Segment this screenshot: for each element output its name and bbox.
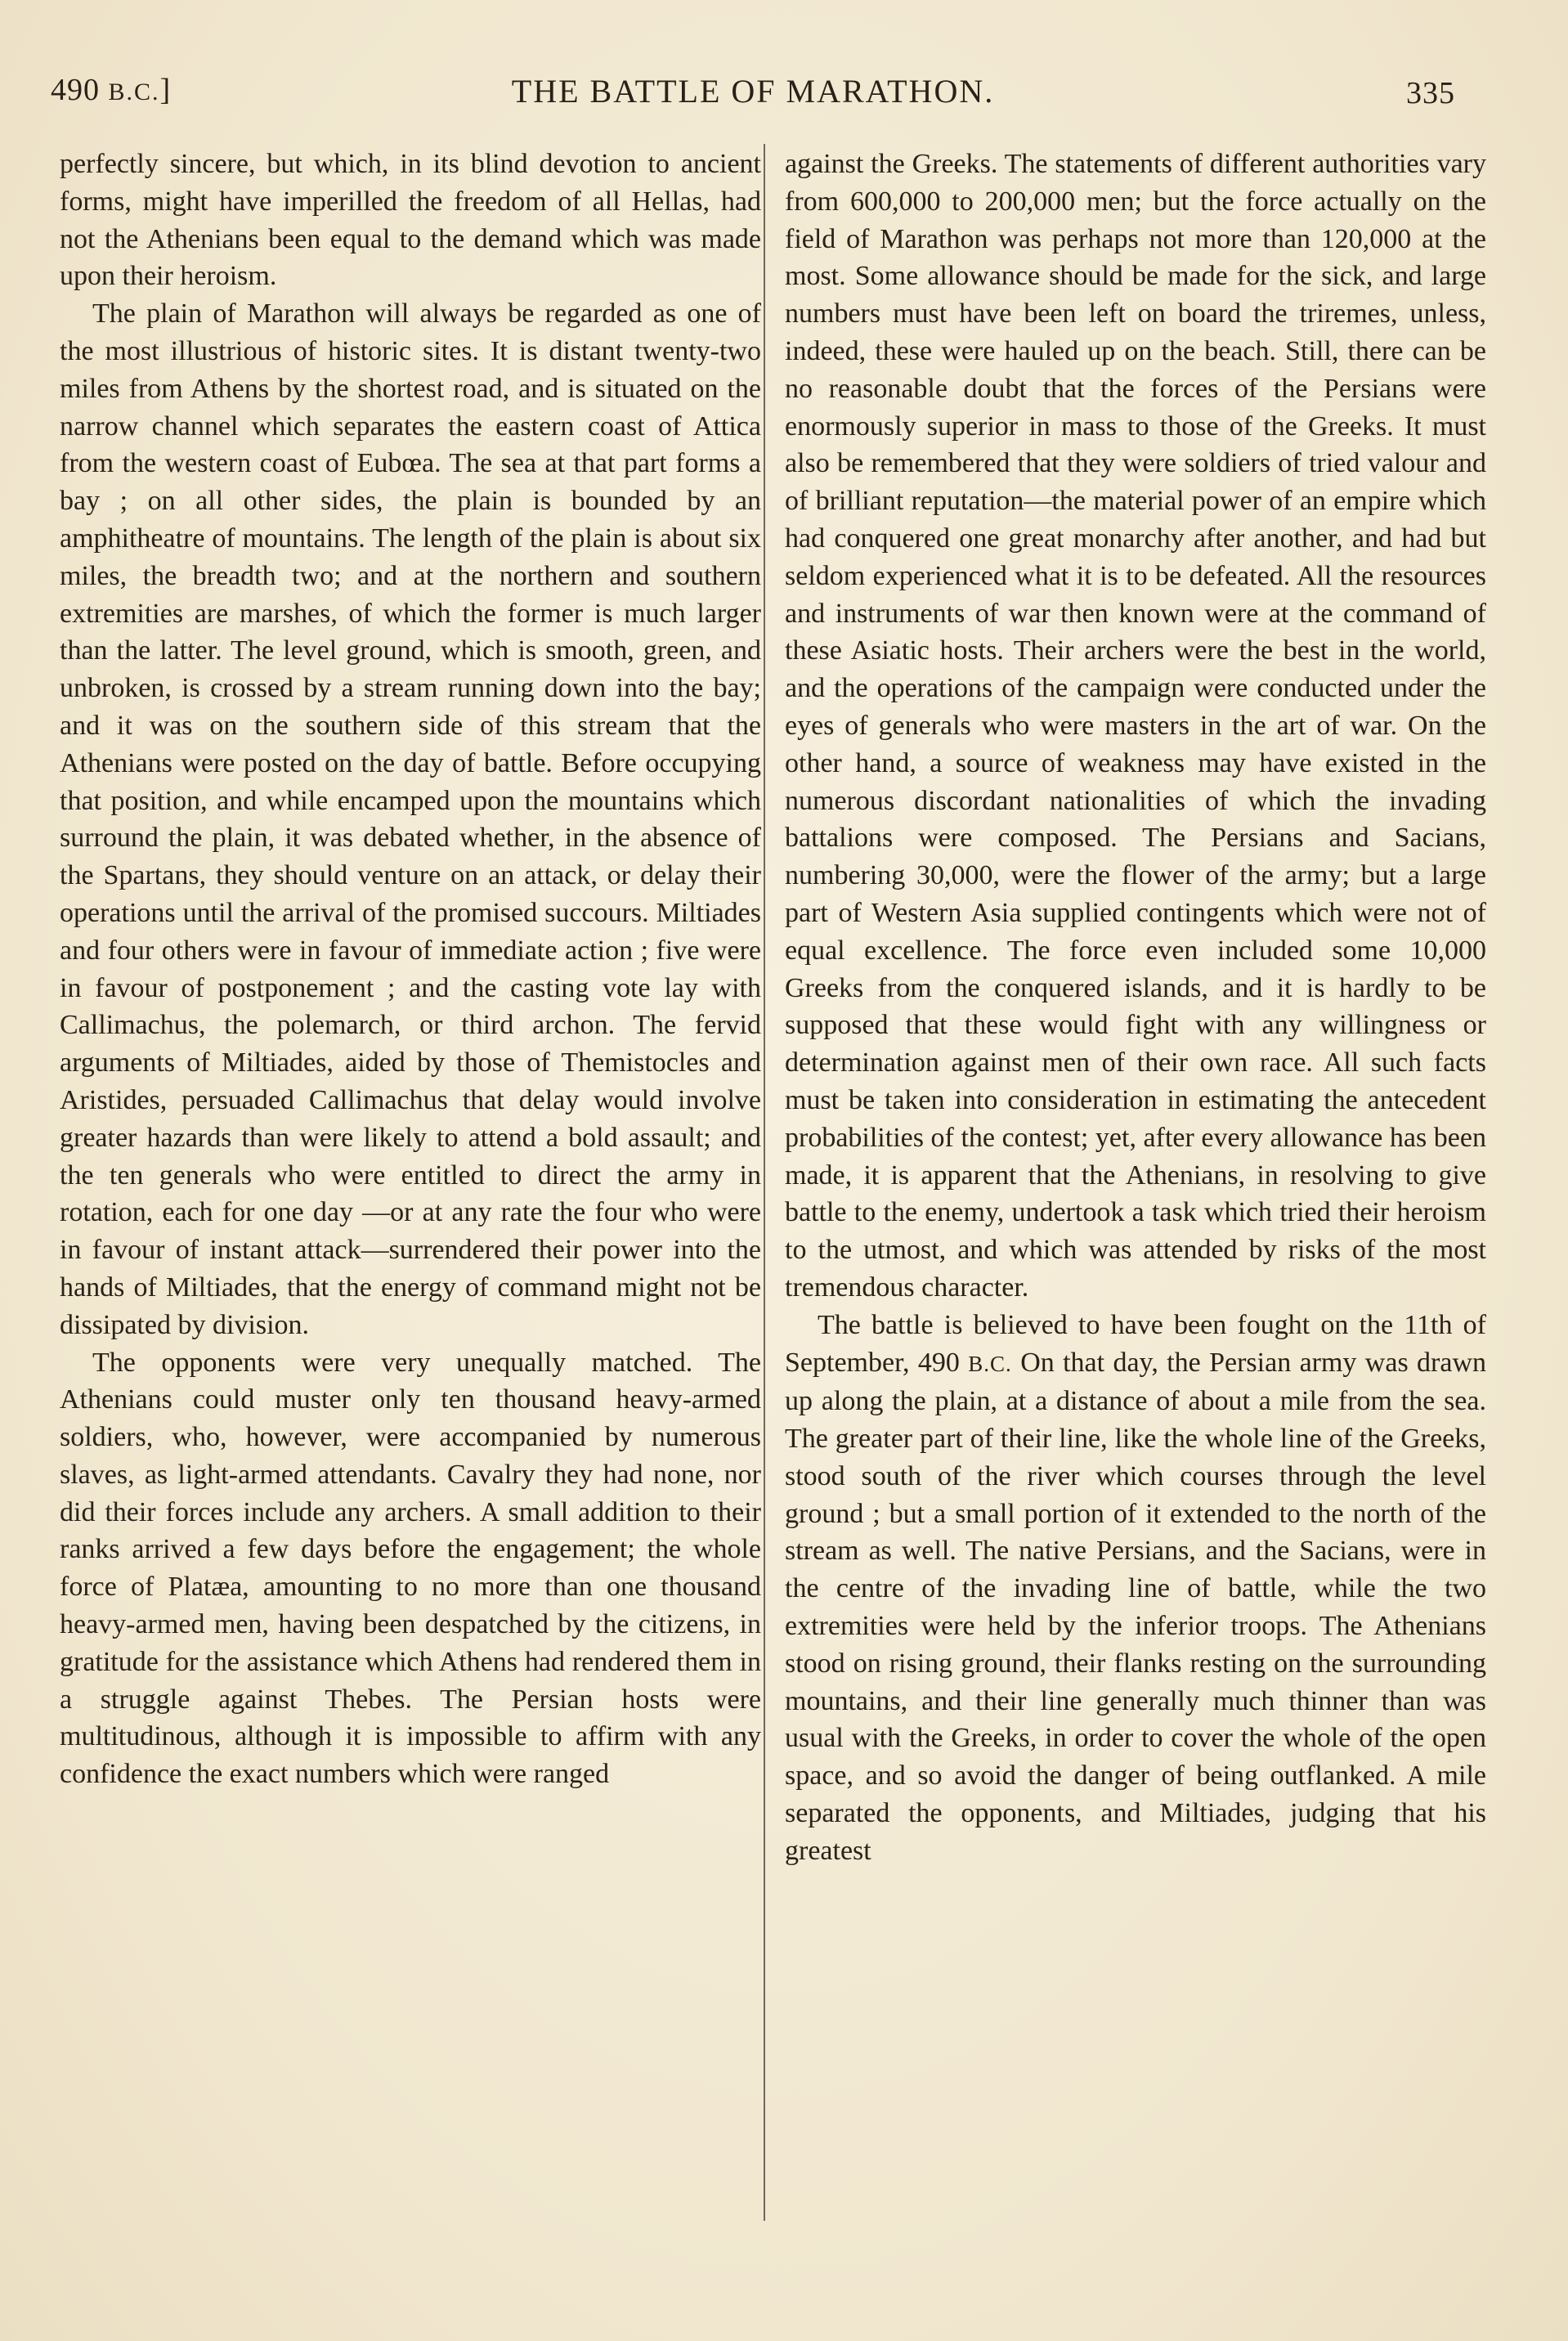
header-year: 490	[51, 73, 100, 107]
header-bracket: ]	[159, 73, 172, 107]
left-column	[60, 146, 761, 2231]
battle-date-text: The battle is believed to have been fought on the 11th of September, 490	[785, 1309, 1486, 1378]
right-column	[785, 146, 1486, 2231]
running-header	[51, 64, 1455, 113]
battle-date-era: B.C.	[968, 1351, 1012, 1376]
paragraph-persian-forces: against the Greeks. The statements of different authorities vary from 600,000 to 200,000 men; but the force actually on the field of Marathon was perhaps not more than 120,000 at the most. Some allowance should be made for the sick, and large numbers must have been left on board the triremes, unless, indeed, these were hauled up on the beach. Still, there can be no reasonable doubt that the forces of the Persians were enormously superior in mass to those of the Greeks. It must also be remembered that they were soldiers of tried valour and of brilliant reputation—the material power of an empire which had conquered one great monarchy after another, and had but seldom experienced what it is to be defeated. All the resources and instruments of war then known were at the command of these Asiatic hosts. Their archers were the best in the world, and the operations of the campaign were conducted under the eyes of generals who were masters in the art of war. On the other hand, a source of weakness may have existed in the numerous discordant nationalities of which the invading battalions were composed. The Persians and Sacians, numbering 30,000, were the flower of the army; but a large part of Western Asia supplied contingents which were not of equal excellence. The force even included some 10,000 Greeks from the conquered islands, and it is hardly to be supposed that these would fight with any willingness or determination against men of their own race. All such facts must be taken into consideration in estimating the antecedent probabilities of the contest; yet, after every allowance has been made, it is apparent that the Athenians, in resolving to give battle to the enemy, undertook a task which tried their heroism to the utmost, and which was attended by risks of the most tremendous character.	[785, 149, 1486, 1303]
battle-description: On that day, the Persian army was drawn up along the plain, at a distance of about a mile from the sea. The greater part of their line, like the whole line of the Greeks, stood south of the river which courses through the level ground ; but a small portion of it extended to the north of the stream as well. The native Persians, and the Sacians, were in the centre of the invading line of battle, while the two extremities were held by the inferior troops. The Athenians stood on rising ground, their flanks resting on the surrounding mountains, and their line generally much thinner than was usual with the Greeks, in order to cover the whole of the open space, and so avoid the danger of being outflanked. A mile separated the opponents, and Miltiades, judging that his greatest	[785, 1347, 1487, 1866]
paragraph-battle-date	[785, 1307, 1486, 1870]
paragraph-opponents: The opponents were very unequally matched. The Athenians could muster only ten thousand heavy-armed soldiers, who, however, were accompanied by numerous slaves, as light-armed attendants. Cavalry they had none, nor did their forces include any archers. A small addition to their ranks arrived a few days before the engagement; the whole force of Platæa, amounting to no more than one thousand heavy-armed men, having been despatched by the citizens, in gratitude for the assistance which Athens had rendered them in a struggle against Thebes. The Persian hosts were multitudinous, although it is impossible to affirm with any confidence the exact numbers which were ranged	[60, 1347, 761, 1790]
chapter-title: THE BATTLE OF MARATHON.	[511, 73, 995, 110]
paragraph-continued: perfectly sincere, but which, in its blind devotion to ancient forms, might have imperilled the freedom of all Hellas, had not the Athenians been equal to the demand which was made upon their heroism.	[60, 149, 761, 292]
page-number: 335	[1406, 76, 1455, 110]
column-divider	[764, 144, 765, 2221]
header-era: B.C.	[108, 78, 160, 105]
paragraph-plain-of-marathon: The plain of Marathon will always be regarded as one of the most illustrious of historic sites. It is distant twenty-two miles from Athens by the shortest road, and is situated on the narrow channel which separates the eastern coast of Attica from the western coast of Eubœa. The sea at that part forms a bay ; on all other sides, the plain is bounded by an amphitheatre of mountains. The length of the plain is about six miles, the breadth two; and at the northern and southern extremities are marshes, of which the former is much larger than the latter. The level ground, which is smooth, green, and unbroken, is crossed by a stream running down into the bay; and it was on the southern side of this stream that the Athenians were posted on the day of battle. Before occupying that position, and while encamped upon the mountains which surround the plain, it was debated whether, in the absence of the Spartans, they should venture on an attack, or delay their operations until the arrival of the promised succours. Miltiades and four others were in favour of immediate action ; five were in favour of postponement ; and the casting vote lay with Callimachus, the polemarch, or third archon. The fervid arguments of Miltiades, aided by those of Themistocles and Aristides, persuaded Callimachus that delay would involve greater hazards than were likely to attend a bold assault; and the ten generals who were entitled to direct the army in rotation, each for one day —or at any rate the four who were in favour of instant attack—surrendered their power into the hands of Miltiades, that the energy of command might not be dissipated by division.	[60, 298, 761, 1340]
